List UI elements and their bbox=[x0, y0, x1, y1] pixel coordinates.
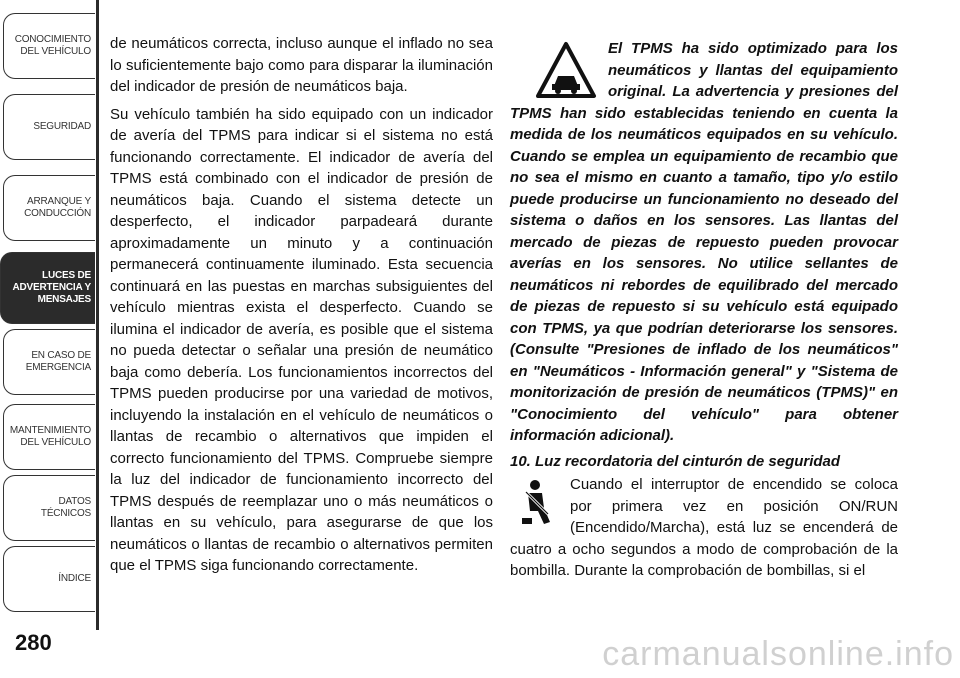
tab-seguridad[interactable] bbox=[3, 94, 95, 160]
warning-text: El TPMS ha sido optimizado para los neumáticos y llantas del equipamiento original. La advertencia y presiones del TPMS han sido establecidas teniendo en cuenta la medida de los neumáticos equipados en su vehículo. Cuando se emplea un equipamiento de recambio que no sea el mismo en cuanto a tamaño, tipo y/o estilo puede producirse un funcionamiento no deseado del sistema o daños en los sensores. Las llantas del mercado de piezas de repuesto pueden provocar averías en los sensores. No utilice sellantes de neumáticos ni rebordes de equilibrado del mercado de piezas de repuesto si su vehículo está equipado con TPMS, ya que podrían deteriorarse los sensores. (Consulte "Presiones de inflado de los neumáticos" en "Neumáticos - Información general" y "Sistema de monitorización de presión de neumáticos (TPMS)" en "Conocimiento del vehículo" para obtener información adicional). bbox=[510, 40, 898, 444]
tab-label: MANTENIMIENTO DEL VEHÍCULO bbox=[9, 425, 91, 448]
tab-mantenimiento[interactable] bbox=[3, 404, 95, 470]
seatbelt-paragraph bbox=[510, 474, 898, 582]
tab-emergencia[interactable] bbox=[3, 329, 95, 395]
tab-label: ÍNDICE bbox=[58, 573, 91, 584]
watermark-text: carmanualsonline.info bbox=[602, 635, 954, 673]
tab-indice[interactable] bbox=[3, 546, 95, 612]
tab-label: LUCES DE ADVERTENCIA Y MENSAJES bbox=[12, 270, 91, 305]
right-column bbox=[510, 38, 898, 582]
watermark bbox=[0, 635, 960, 678]
tab-conocimiento[interactable] bbox=[3, 13, 95, 79]
left-column bbox=[110, 33, 493, 583]
page-number: 280 bbox=[15, 630, 52, 655]
warning-triangle-car-icon bbox=[534, 40, 598, 100]
paragraph: Su vehículo también ha sido equipado con un indicador de avería del TPMS para indicar si el sistema no está funcionando correctamente. El indicador de avería del TPMS está combinado con el indicador de presión de neumáticos baja. Cuando el sistema detecte un desperfecto, el indicador parpadeará durante aproximadamente un minuto y a continuación permanecerá continuamente iluminado. Esta secuencia continuará en las puestas en marchas subsiguientes del vehículo mientras exista el desperfecto. Cuando se ilumina el indicador de avería, es posible que el sistema no pueda detectar o señalar una presión de neumático baja como debería. Los funcionamientos incorrectos del TPMS pueden producirse por una variedad de motivos, incluyendo la instalación en el vehículo de neumáticos o llantas de recambio o alternativos que impiden el correcto funcionamiento del TPMS. Compruebe siempre la luz del indicador de funcionamiento incorrecto del TPMS después de reemplazar uno o más neumáticos o llantas en su vehículo, para asegurarse de que los neumáticos o llantas de recambio o alternativos permiten que el TPMS siga funcionando correctamente. bbox=[110, 105, 493, 574]
paragraph: de neumáticos correcta, incluso aunque el inflado no sea lo suficientemente bajo como para disparar la iluminación del indicador de presión de neumáticos baja. bbox=[110, 35, 493, 95]
tab-arranque[interactable] bbox=[3, 175, 95, 241]
section-heading: 10. Luz recordatoria del cinturón de seguridad bbox=[510, 452, 841, 470]
seatbelt-reminder-icon bbox=[518, 478, 556, 528]
tab-luces-advertencia[interactable] bbox=[0, 252, 95, 324]
tab-label: EN CASO DE EMERGENCIA bbox=[25, 350, 91, 373]
tab-label: SEGURIDAD bbox=[33, 121, 91, 132]
chapter-sidebar bbox=[0, 0, 99, 678]
tab-label: ARRANQUE Y CONDUCCIÓN bbox=[24, 196, 91, 219]
tab-datos-tecnicos[interactable] bbox=[3, 475, 95, 541]
sidebar-divider bbox=[96, 0, 99, 630]
tab-label: CONOCIMIENTO DEL VEHÍCULO bbox=[14, 34, 91, 57]
warning-block bbox=[510, 38, 898, 447]
tab-label: DATOS TÉCNICOS bbox=[40, 496, 91, 519]
seatbelt-text: Cuando el interruptor de encendido se coloca por primera vez en posición ON/RUN (Encendido/Marcha), está luz se encenderá de cuatro a ocho segundos a modo de comprobación de la bombilla. Durante la comprobación de bombillas, si el bbox=[510, 476, 898, 579]
